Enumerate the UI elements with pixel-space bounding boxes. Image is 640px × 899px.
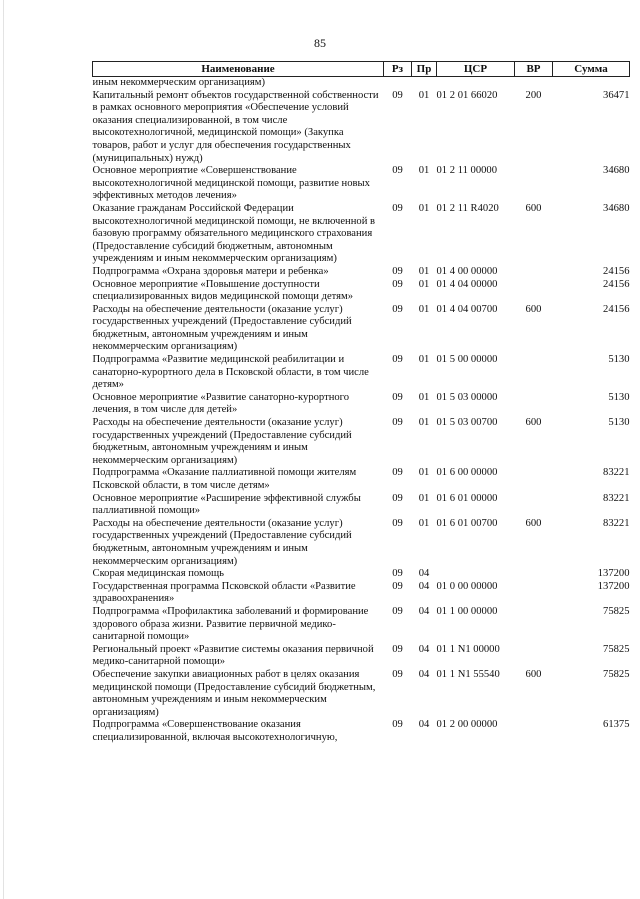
cell-csr: 01 2 11 00000: [436, 165, 498, 177]
cell-name: Расходы на обеспечение деятельности (оказание услуг) государственных учреждений (Предоставление субсидий бюджетным, автономным учреждениям и иным некоммерческим организациям): [92, 417, 352, 466]
budget-table: [92, 61, 630, 744]
cell-vr: [515, 493, 553, 518]
cell-pr: 01: [418, 278, 430, 290]
cell-rz: 09: [392, 89, 403, 101]
cell-name: Подпрограмма «Развитие медицинской реабилитации и санаторно-курортного дела в Псковской области, в том числе детям»: [92, 354, 369, 391]
cell-name: Подпрограмма «Охрана здоровья матери и ребенка»: [92, 265, 329, 277]
cell-vr: [515, 266, 553, 279]
table-row: [93, 467, 630, 492]
cell-rz: 09: [392, 165, 403, 177]
cell-pr: 01: [418, 517, 430, 529]
scan-edge-shading: [3, 0, 4, 899]
cell-pr: 04: [418, 568, 430, 580]
cell-vr: 600: [525, 202, 542, 214]
cell-name: Расходы на обеспечение деятельности (оказание услуг) государственных учреждений (Предоставление субсидий бюджетным, автономным учреждениям и иным некоммерческим организациям): [92, 303, 352, 353]
cell-csr: 01 1 N1 55540: [436, 668, 500, 680]
table-row: [93, 279, 630, 304]
cell-vr: [515, 644, 553, 669]
cell-name: Подпрограмма «Профилактика заболеваний и формирование здорового образа жизни. Развитие первичной медико-санитарной помощи»: [92, 605, 369, 643]
cell-name: Расходы на обеспечение деятельности (оказание услуг) государственных учреждений (Предоставление субсидий бюджетным, автономным учреждениям и иным некоммерческим организациям): [92, 517, 352, 567]
cell-pr: 04: [418, 580, 430, 592]
header-name: Наименование: [93, 62, 384, 77]
cell-sum: 5130: [608, 391, 630, 403]
cell-name: Подпрограмма «Оказание паллиативной помощи жителям Псковской области, в том числе детям»: [92, 467, 357, 491]
table-row: [93, 669, 630, 719]
cell-sum: 24156: [603, 265, 630, 277]
table-row: [93, 568, 630, 581]
cell-pr: 01: [418, 303, 430, 315]
table-row: [93, 304, 630, 354]
table-row: [93, 417, 630, 467]
cell-name: Основное мероприятие «Повышение доступности специализированных видов медицинской помощи детям»: [92, 278, 354, 303]
cell-vr: [515, 392, 553, 417]
table-row: [93, 606, 630, 644]
cell-csr: 01 0 00 00000: [436, 580, 498, 592]
cell-name: Подпрограмма «Совершенствование оказания специализированной, включая высокотехнологичную,: [92, 719, 338, 743]
cell-pr: 04: [418, 668, 430, 680]
cell-rz: 09: [392, 719, 403, 731]
table-row: [93, 392, 630, 417]
cell-pr: [412, 77, 437, 90]
cell-pr: 01: [418, 391, 430, 403]
cell-vr: [515, 165, 553, 203]
cell-vr: 600: [525, 417, 542, 429]
cell-sum: 137200: [597, 568, 630, 580]
page-number: 85: [314, 36, 326, 50]
cell-rz: 09: [392, 354, 403, 366]
cell-rz: 09: [392, 643, 403, 655]
cell-csr: 01 2 11 R4020: [436, 202, 499, 214]
cell-name: Основное мероприятие «Совершенствование высокотехнологичной медицинской помощи, развитие новых эффективных методов лечения»: [92, 165, 370, 202]
cell-rz: 09: [392, 492, 403, 504]
cell-pr: 01: [418, 417, 430, 429]
cell-name: Оказание гражданам Российской Федерации высокотехнологичной медицинской помощи, не включенной в базовую программу обязательного медицинского страхования (Предоставление субсидий бюджетным, автономным учреждениям и иным некоммерческим организациям): [92, 202, 376, 265]
cell-rz: 09: [392, 278, 403, 290]
cell-sum: 5130: [608, 417, 630, 429]
table-row: [93, 518, 630, 568]
cell-name: Основное мероприятие «Развитие санаторно-курортного лечения, в том числе для детей»: [92, 391, 350, 416]
cell-rz: 09: [392, 303, 403, 315]
cell-vr: [515, 606, 553, 644]
table-body: [93, 77, 630, 745]
cell-pr: 04: [418, 643, 430, 655]
header-sum: Сумма: [553, 62, 630, 77]
table-row: [93, 266, 630, 279]
cell-vr: [515, 581, 553, 606]
cell-rz: 09: [392, 391, 403, 403]
cell-vr: 200: [525, 89, 542, 101]
cell-sum: 83221: [603, 467, 630, 479]
cell-rz: 09: [392, 265, 403, 277]
cell-sum: [553, 77, 630, 90]
cell-rz: 09: [392, 668, 403, 680]
cell-rz: 09: [392, 517, 403, 529]
table-row: [93, 165, 630, 203]
cell-pr: 01: [418, 492, 430, 504]
cell-name: Скорая медицинская помощь: [92, 568, 224, 580]
cell-vr: [515, 719, 553, 744]
cell-vr: [515, 354, 553, 392]
cell-name: Обеспечение закупки авиационных работ в целях оказания медицинской помощи (Предоставление субсидий бюджетным, автономным учреждениям и иным некоммерческим организациям): [92, 668, 376, 718]
cell-name: Государственная программа Псковской области «Развитие здравоохранения»: [92, 580, 356, 605]
cell-csr: 01 5 03 00000: [436, 391, 498, 403]
cell-csr: 01 1 N1 00000: [436, 643, 500, 655]
cell-csr: 01 2 00 00000: [436, 719, 498, 731]
table-row: [93, 581, 630, 606]
cell-csr: 01 6 01 00000: [436, 492, 498, 504]
cell-sum: 34680: [603, 202, 630, 214]
header-pr: Пр: [412, 62, 437, 77]
cell-sum: 24156: [603, 303, 630, 315]
cell-sum: 83221: [603, 492, 630, 504]
table-row: [93, 203, 630, 266]
cell-pr: 01: [418, 354, 430, 366]
cell-rz: [384, 77, 412, 90]
cell-vr: 600: [525, 303, 542, 315]
cell-vr: [515, 279, 553, 304]
header-rz: Рз: [384, 62, 412, 77]
cell-vr: [515, 568, 553, 581]
cell-csr: 01 4 04 00000: [436, 278, 498, 290]
table-header-row: [93, 62, 630, 77]
cell-csr: [437, 568, 515, 581]
cell-pr: 04: [418, 719, 430, 731]
cell-csr: 01 4 04 00700: [436, 303, 498, 315]
cell-csr: 01 4 00 00000: [436, 265, 498, 277]
cell-rz: 09: [392, 580, 403, 592]
cell-name: иным некоммерческим организациям): [92, 77, 265, 88]
cell-sum: 61375: [603, 719, 630, 731]
cell-vr: [515, 77, 553, 90]
cell-name: Капитальный ремонт объектов государственной собственности в рамках основного мероприятия «Обеспечение условий оказания специализированной, в том числе высокотехнологичной, медицинской помощи» (Закупка товаров, работ и услуг для обеспечения государственных (муниципальных) нужд): [92, 89, 379, 164]
table-row: [93, 493, 630, 518]
cell-vr: [515, 467, 553, 492]
cell-name: Основное мероприятие «Расширение эффективной службы паллиативной помощи»: [92, 492, 361, 517]
table-row: [93, 354, 630, 392]
cell-sum: 36471: [603, 89, 630, 101]
cell-pr: 01: [418, 89, 430, 101]
cell-csr: 01 6 00 00000: [436, 467, 498, 479]
cell-sum: 83221: [603, 517, 630, 529]
cell-pr: 04: [418, 605, 430, 617]
cell-vr: 600: [525, 517, 542, 529]
cell-csr: 01 5 00 00000: [436, 354, 498, 366]
cell-csr: 01 5 03 00700: [436, 417, 498, 429]
cell-vr: 600: [525, 668, 542, 680]
cell-rz: 09: [392, 467, 403, 479]
cell-rz: 09: [392, 568, 403, 580]
cell-pr: 01: [418, 165, 430, 177]
table-row: [93, 77, 630, 90]
header-vr: ВР: [515, 62, 553, 77]
cell-pr: 01: [418, 202, 430, 214]
cell-rz: 09: [392, 605, 403, 617]
cell-csr: 01 1 00 00000: [436, 605, 498, 617]
cell-pr: 01: [418, 467, 430, 479]
cell-csr: 01 6 01 00700: [436, 517, 498, 529]
cell-sum: 75825: [603, 668, 630, 680]
cell-csr: [437, 77, 515, 90]
cell-name: Региональный проект «Развитие системы оказания первичной медико-санитарной помощи»: [92, 643, 374, 668]
cell-sum: 75825: [603, 605, 630, 617]
cell-sum: 24156: [603, 278, 630, 290]
cell-sum: 137200: [597, 580, 630, 592]
header-csr: ЦСР: [437, 62, 515, 77]
cell-rz: 09: [392, 417, 403, 429]
cell-csr: 01 2 01 66020: [436, 89, 498, 101]
table-row: [93, 644, 630, 669]
cell-sum: 5130: [608, 354, 630, 366]
cell-sum: 75825: [603, 643, 630, 655]
table-row: [93, 90, 630, 166]
cell-sum: 34680: [603, 165, 630, 177]
cell-rz: 09: [392, 202, 403, 214]
cell-pr: 01: [418, 265, 430, 277]
table-row: [93, 719, 630, 744]
